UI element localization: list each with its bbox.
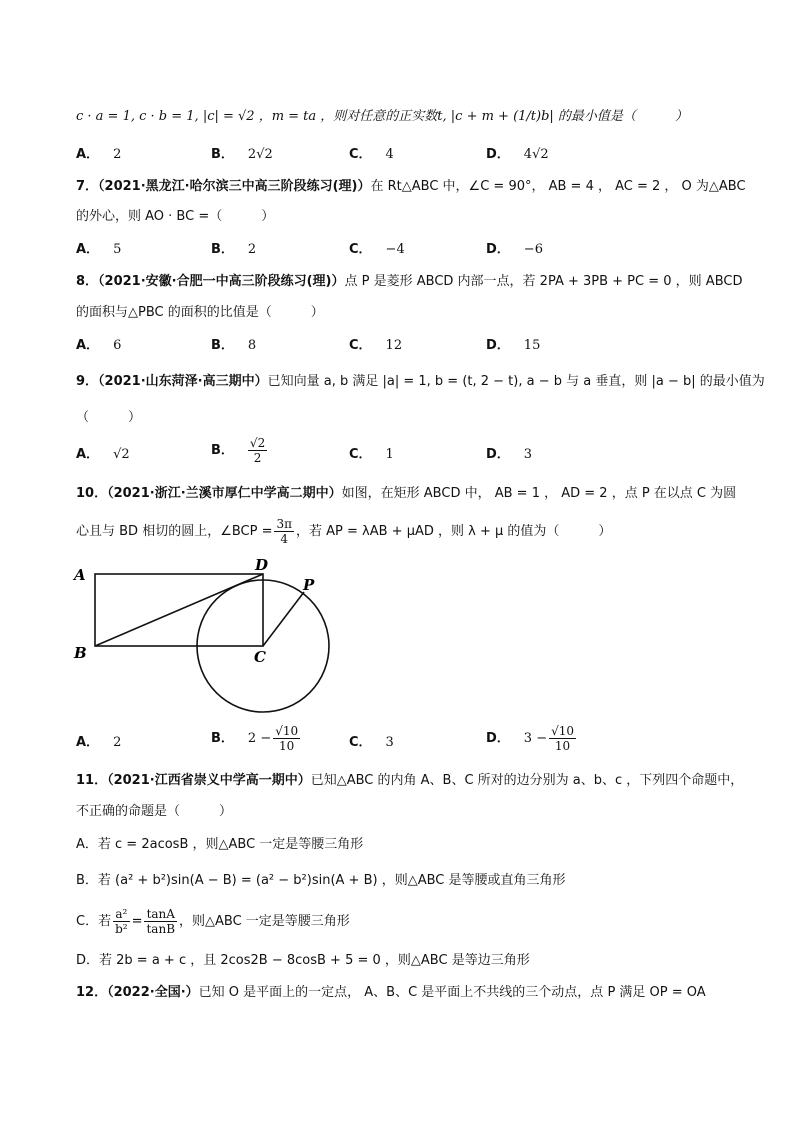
option-letter: B． bbox=[211, 147, 234, 162]
q10-option-b[interactable] bbox=[211, 724, 302, 753]
option-letter: B． bbox=[211, 242, 234, 257]
option-letter: C． bbox=[349, 338, 372, 353]
option-value: 5 bbox=[113, 242, 122, 257]
q7-option-c[interactable] bbox=[349, 241, 405, 259]
q8-option-c[interactable] bbox=[349, 337, 402, 355]
option-value: 12 bbox=[385, 338, 403, 353]
option-letter: D． bbox=[486, 147, 510, 162]
option-value: 2 bbox=[113, 147, 122, 162]
q10-text-2b: ，若 AP = λAB + μAD ，则 λ + μ 的值为（ ） bbox=[296, 524, 612, 539]
q8-line1 bbox=[76, 273, 742, 291]
q9-option-d[interactable] bbox=[486, 446, 532, 464]
q10-line1 bbox=[76, 485, 736, 503]
fraction bbox=[273, 724, 300, 753]
option-letter: A． bbox=[76, 242, 100, 257]
option-value: 6 bbox=[113, 338, 122, 353]
q8-option-d[interactable] bbox=[486, 337, 540, 355]
q11-text-2: 不正确的命题是（ ） bbox=[76, 804, 233, 819]
q10-figure bbox=[60, 550, 360, 730]
q7-option-d[interactable] bbox=[486, 241, 543, 259]
fraction-numerator: √10 bbox=[275, 724, 299, 738]
option-value: 15 bbox=[523, 338, 541, 353]
option-letter: B． bbox=[211, 731, 234, 746]
q9-line2 bbox=[76, 409, 141, 427]
q8-number: 8． bbox=[76, 274, 99, 289]
option-value: 2 bbox=[113, 735, 122, 750]
q11-option-b[interactable] bbox=[76, 872, 566, 890]
q10-option-c[interactable] bbox=[349, 734, 394, 752]
q12-line1 bbox=[76, 984, 706, 1002]
option-value: −4 bbox=[385, 242, 405, 257]
angle-fraction bbox=[274, 517, 294, 546]
option-value: −6 bbox=[523, 242, 543, 257]
option-letter: D． bbox=[486, 242, 510, 257]
label-b: B bbox=[74, 644, 87, 662]
q9-option-a[interactable] bbox=[76, 446, 130, 464]
q9-source: （2021·山东菏泽·高三期中） bbox=[98, 374, 268, 389]
q11-option-b-text: B．若 (a² + b²)sin(A − B) = (a² − b²)sin(A + B) ，则△ABC 是等腰或直角三角形 bbox=[76, 873, 566, 888]
fraction-numerator: √10 bbox=[551, 724, 575, 738]
q11-option-c-prefix: C．若 bbox=[76, 914, 112, 929]
option-value: 8 bbox=[247, 338, 257, 353]
option-letter: A． bbox=[76, 447, 100, 462]
q10-number: 10． bbox=[76, 486, 108, 501]
fraction-denominator: 4 bbox=[280, 532, 289, 546]
option-letter: D． bbox=[486, 447, 510, 462]
q11-option-d-text: D．若 2b = a + c ，且 2cos2B − 8cosB + 5 = 0 ，则△ABC 是等边三角形 bbox=[76, 953, 530, 968]
option-letter: D． bbox=[486, 731, 510, 746]
fraction-numerator: a² bbox=[113, 907, 130, 922]
option-letter: D． bbox=[486, 338, 510, 353]
fraction-numerator: tanA bbox=[144, 907, 177, 922]
q6-option-b[interactable] bbox=[211, 146, 273, 164]
q11-option-d[interactable] bbox=[76, 952, 530, 970]
q11-option-a[interactable] bbox=[76, 836, 363, 854]
q10-option-d[interactable] bbox=[486, 724, 578, 753]
option-value: 2 bbox=[247, 242, 257, 257]
label-d: D bbox=[255, 556, 269, 574]
q7-source: （2021·黑龙江·哈尔滨三中高三阶段练习(理)） bbox=[98, 179, 371, 194]
q7-text: 在 Rt△ABC 中，∠C = 90°， AB = 4 ， AC = 2 ， O 为△ABC bbox=[370, 179, 746, 194]
option-value-prefix: 3 − bbox=[523, 730, 548, 746]
q12-source: （2022·全国·） bbox=[107, 985, 199, 1000]
q8-option-a[interactable] bbox=[76, 337, 121, 355]
q11-line2 bbox=[76, 803, 232, 821]
option-letter: A． bbox=[76, 735, 100, 750]
q6-stem-text: c · a = 1, c · b = 1, |c| = √2 ，m = ta ，则对任意的正实数t, |c + m + (1/t)b| 的最小值是（ ） bbox=[76, 109, 688, 124]
fraction-numerator: 3π bbox=[276, 517, 293, 531]
q7-line1 bbox=[76, 178, 746, 196]
q9-text: 已知向量 a, b 满足 |a| = 1, b = (t, 2 − t), a − b 与 a 垂直，则 |a − b| 的最小值为 bbox=[267, 374, 765, 389]
option-value: 3 bbox=[523, 447, 533, 462]
fraction-denominator: 10 bbox=[554, 739, 571, 753]
q6-stem bbox=[76, 108, 688, 126]
q10-line2 bbox=[76, 515, 611, 549]
option-value: 2√2 bbox=[247, 147, 273, 162]
option-value: 3 bbox=[385, 735, 394, 750]
q9-line1 bbox=[76, 373, 765, 391]
q9-option-c[interactable] bbox=[349, 446, 394, 464]
q7-option-a[interactable] bbox=[76, 241, 121, 259]
fraction-denominator: 2 bbox=[253, 451, 262, 465]
option-letter: C． bbox=[349, 147, 372, 162]
q11-text: 已知△ABC 的内角 A、B、C 所对的边分别为 a、b、c ，下列四个命题中， bbox=[310, 773, 744, 788]
option-letter: B． bbox=[211, 338, 234, 353]
fraction bbox=[549, 724, 576, 753]
q11-option-c[interactable] bbox=[76, 905, 350, 939]
q10-text-2a: 心且与 BD 相切的圆上，∠BCP = bbox=[76, 524, 273, 539]
fraction-numerator: √2 bbox=[249, 436, 266, 450]
q11-line1 bbox=[76, 772, 743, 790]
option-letter: C． bbox=[349, 735, 372, 750]
q6-option-a[interactable] bbox=[76, 146, 121, 164]
q9-number: 9． bbox=[76, 374, 99, 389]
q12-number: 12． bbox=[76, 985, 108, 1000]
option-value: 4 bbox=[385, 147, 394, 162]
q12-text: 已知 O 是平面上的一定点， A、B、C 是平面上不共线的三个动点，点 P 满足 OP = OA bbox=[198, 985, 706, 1000]
q11-option-c-suffix: ，则△ABC 一定是等腰三角形 bbox=[179, 914, 350, 929]
option-value: √2 bbox=[113, 447, 130, 462]
q10-text: 如图，在矩形 ABCD 中， AB = 1 ， AD = 2 ，点 P 在以点 C 为圆 bbox=[341, 486, 737, 501]
fraction-denominator: 10 bbox=[279, 739, 295, 753]
label-a: A bbox=[74, 566, 86, 584]
q7-number: 7． bbox=[76, 179, 99, 194]
q10-option-a[interactable] bbox=[76, 734, 121, 752]
q6-option-d[interactable] bbox=[486, 146, 549, 164]
segment-cp bbox=[263, 592, 304, 646]
equals-sign: = bbox=[131, 914, 143, 929]
option-letter: A． bbox=[76, 147, 100, 162]
option-letter: B． bbox=[211, 443, 234, 458]
label-p: P bbox=[303, 576, 315, 594]
q8-text: 点 P 是菱形 ABCD 内部一点，若 2PA + 3PB + PC = 0 ，则 ABCD bbox=[344, 274, 743, 289]
option-letter: C． bbox=[349, 242, 372, 257]
q8-line2 bbox=[76, 304, 324, 322]
q8-source: （2021·安徽·合肥一中高三阶段练习(理)） bbox=[98, 274, 345, 289]
option-value: 4√2 bbox=[523, 147, 549, 162]
fraction-a2-b2 bbox=[113, 907, 130, 936]
option-letter: C． bbox=[349, 447, 372, 462]
fraction-denominator: tanB bbox=[146, 922, 176, 936]
q9-option-b[interactable] bbox=[211, 436, 269, 465]
q11-number: 11． bbox=[76, 773, 108, 788]
q8-option-b[interactable] bbox=[211, 337, 256, 355]
option-letter: A． bbox=[76, 338, 100, 353]
fraction-denominator: b² bbox=[115, 922, 128, 936]
q8-text-2: 的面积与△PBC 的面积的比值是（ ） bbox=[76, 305, 324, 320]
q6-option-c[interactable] bbox=[349, 146, 394, 164]
q11-source: （2021·江西省崇义中学高一期中） bbox=[107, 773, 311, 788]
fraction bbox=[248, 436, 267, 465]
option-value-prefix: 2 − bbox=[247, 730, 272, 746]
q10-source: （2021·浙江·兰溪市厚仁中学高二期中） bbox=[107, 486, 342, 501]
option-value: 1 bbox=[385, 447, 394, 462]
q11-option-a-text: A．若 c = 2acosB ，则△ABC 一定是等腰三角形 bbox=[76, 837, 364, 852]
q7-option-b[interactable] bbox=[211, 241, 256, 259]
q7-text-2: 的外心，则 AO · BC =（ ） bbox=[76, 209, 275, 224]
q7-line2 bbox=[76, 208, 274, 226]
q9-text-2: （ ） bbox=[76, 410, 142, 425]
label-c: C bbox=[254, 648, 266, 666]
fraction-tan bbox=[144, 907, 177, 936]
